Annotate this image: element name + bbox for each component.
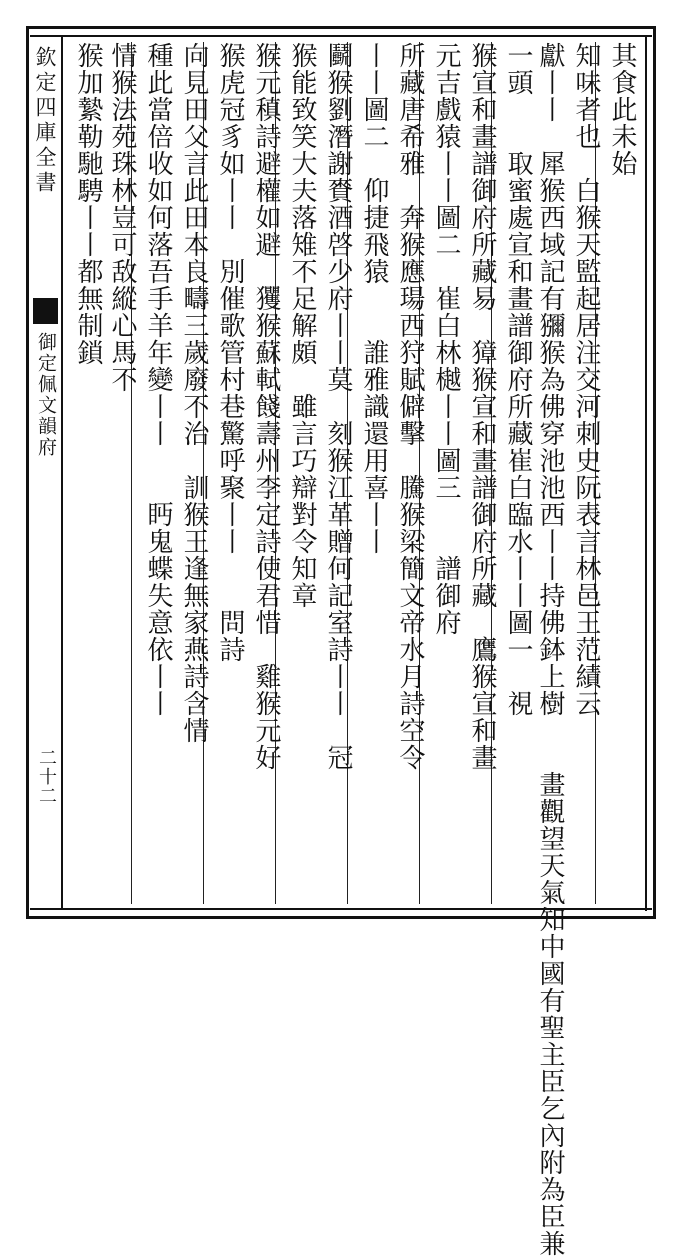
margin-book-title: 御定佩文韻府 [35, 332, 57, 458]
column-text: 情猴法苑珠林豈可敌縱心馬不 [107, 42, 137, 393]
margin-rule [61, 37, 63, 910]
frame-left-line [26, 26, 29, 919]
frame-inner-top-line [30, 35, 652, 37]
column-text: 其食此未始 [607, 42, 637, 177]
column-text: 向見田父言此田本良疇三歲廢不治 訓猴王逢無家燕詩含情 [179, 42, 209, 744]
column-text: 猴能致笑大夫落雉不足解頗 雖言巧辯對令知章 [287, 42, 317, 609]
column-text: 一頭 取蜜處宣和畫譜御府所藏崔白臨水丨丨圖一 視 [503, 42, 533, 717]
margin-header: 欽定四庫全書 [33, 46, 57, 196]
column-text: 獻丨丨 犀猴西域記有獼猴為佛穿池池西丨丨持佛鉢上樹 畫觀望天氣知中國有聖主臣乞內附為臣兼 [535, 42, 565, 1257]
column-text: 鬬猴劉潛謝賚酒啓少府丨丨莫 刻猴江革贈何記室詩丨丨 冠 [323, 42, 353, 771]
column-text: 丨丨圖二 仰捷飛猿 誰雅識還用喜丨丨 [359, 42, 389, 555]
fishtail-mark [33, 298, 58, 324]
column-text: 元吉戲猿丨丨圖二 崔白林樾丨丨圖三 譜御府 [431, 42, 461, 636]
page-number: 二十二 [36, 748, 57, 805]
frame-top-line [26, 26, 656, 29]
column-text: 猴宣和畫譜御府所藏易 獐猴宣和畫譜御府所藏 鷹猴宣和畫 [467, 42, 497, 771]
column-text: 知味者也 白猴天監起居注交河刺史阮表言林邑王范績云 [571, 42, 601, 717]
column-text: 所藏唐希雅 奔猴應瑒西狩賦僻擊 騰猴梁簡文帝水月詩空令 [395, 42, 425, 771]
frame-inner-right-line [645, 35, 647, 911]
column-text: 猴元稹詩避權如避 玃猴蘇軾餞壽州李定詩使君惜 雞猴元好 [251, 42, 281, 771]
column-text: 猴虎冠豸如丨丨 別催歌管村巷驚呼聚丨丨 問詩 [215, 42, 245, 663]
column-text: 種此當倍收如何落吾手羊年變丨丨 眄鬼蝶失意依丨丨 [143, 42, 173, 717]
frame-right-line [653, 26, 656, 919]
column-text: 猴加縶勒馳騁丨丨都無制鎖 [73, 42, 103, 366]
